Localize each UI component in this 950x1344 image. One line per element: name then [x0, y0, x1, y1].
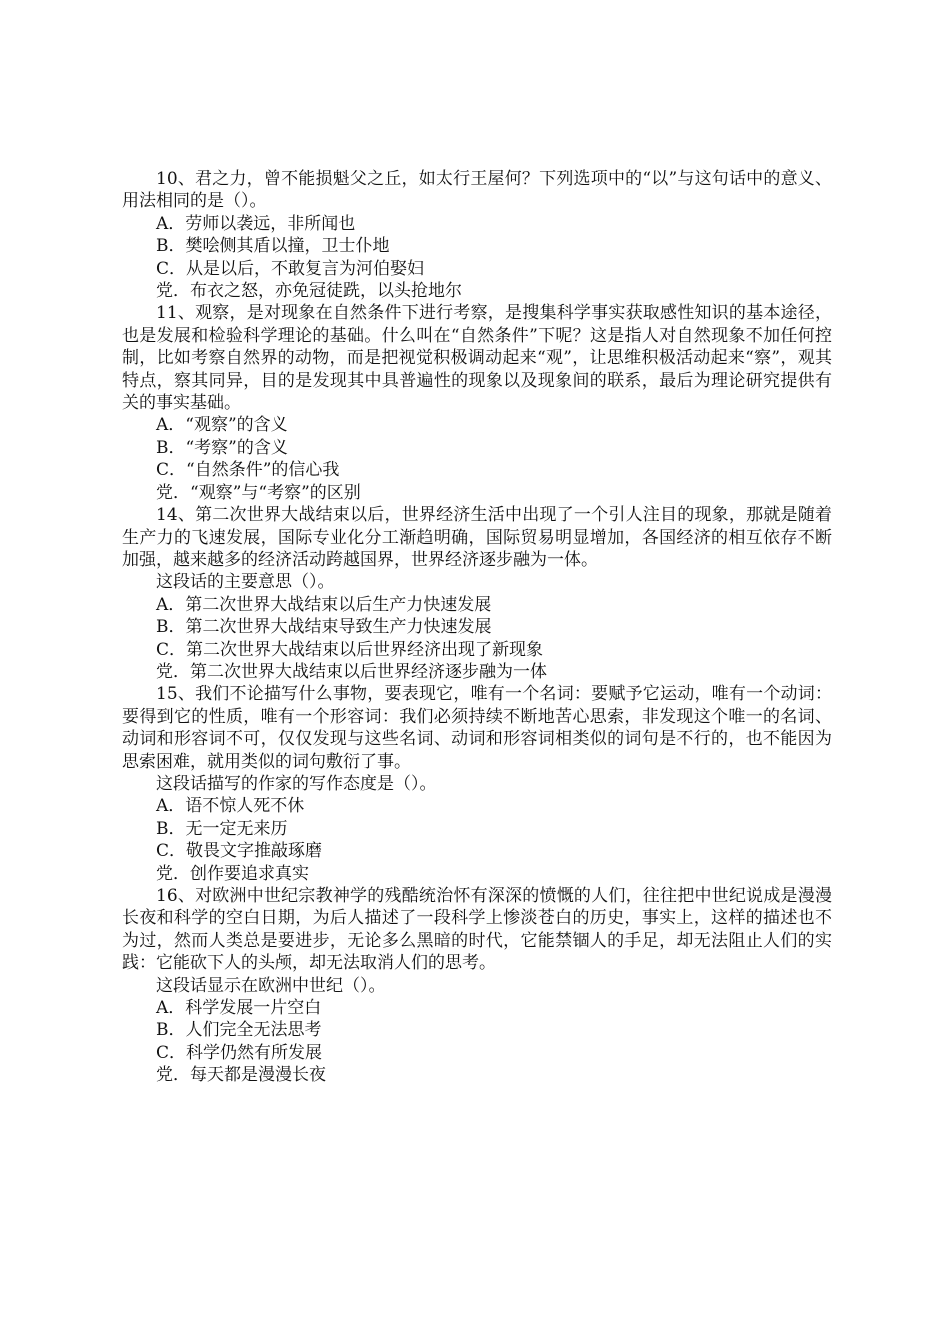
option-b: B．无一定无来历	[156, 818, 288, 839]
option-d: 党．第二次世界大战结束以后世界经济逐步融为一体	[156, 661, 547, 682]
question-prompt: 这段话显示在欧洲中世纪（）。	[156, 975, 386, 996]
option-a: A．科学发展一片空白	[156, 998, 322, 1019]
option-b: B．人们完全无法思考	[156, 1020, 322, 1041]
document-body	[122, 168, 832, 1087]
option-d: 党．“观察”与“考察”的区别	[156, 482, 361, 503]
question-16	[122, 885, 832, 1087]
option-a: A．语不惊人死不休	[156, 796, 305, 817]
option-b: B．第二次世界大战结束导致生产力快速发展	[156, 617, 492, 638]
question-prompt: 这段话描写的作家的写作态度是（）。	[156, 773, 437, 794]
option-c: C．“自然条件”的信心我	[156, 460, 340, 481]
question-stem: 16、对欧洲中世纪宗教神学的残酷统治怀有深深的愤慨的人们，往往把中世纪说成是漫漫长夜和科学的空白日期，为后人描述了一段科学上惨淡苍白的历史，事实上，这样的描述也不为过，然而人类总是要进步，无论多么黑暗的时代，它能禁锢人的手足，却无法阻止人们的实践：它能砍下人的头颅，却无法取消人们的思考。	[122, 886, 832, 974]
question-11	[122, 302, 832, 504]
question-stem: 11、观察，是对现象在自然条件下进行考察，是搜集科学事实获取感性知识的基本途径，也是发展和检验科学理论的基础。什么叫在“自然条件”下呢？这是指人对自然现象不加任何控制，比如考察自然界的动物，而是把视觉积极调动起来“观”，让思维积极活动起来“察”，观其特点，察其同异，目的是发现其中具普遍性的现象以及现象间的联系，最后为理论研究提供有关的事实基础。	[122, 303, 832, 414]
option-c: C．科学仍然有所发展	[156, 1042, 323, 1063]
question-stem: 15、我们不论描写什么事物，要表现它，唯有一个名词：要赋予它运动，唯有一个动词：要得到它的性质，唯有一个形容词：我们必须持续不断地苦心思索，非发现这个唯一的名词、动词和形容词不可，仅仅发现与这些名词、动词和形容词相类似的词句是不行的，也不能因为思索困难，就用类似的词句敷衍了事。	[122, 684, 832, 772]
option-a: A．劳师以袭远，非所闻也	[156, 213, 356, 234]
question-10	[122, 168, 832, 302]
question-stem: 10、君之力，曾不能损魁父之丘，如太行王屋何？下列选项中的“以”与这句话中的意义、用法相同的是（）。	[122, 169, 832, 212]
question-15	[122, 683, 832, 885]
option-d: 党．创作要追求真实	[156, 863, 309, 884]
question-prompt: 这段话的主要意思（）。	[156, 572, 335, 593]
option-c: C．第二次世界大战结束以后世界经济出现了新现象	[156, 639, 544, 660]
question-stem: 14、第二次世界大战结束以后，世界经济生活中出现了一个引人注目的现象，那就是随着生产力的飞速发展，国际专业化分工渐趋明确，国际贸易明显增加，各国经济的相互依存不断加强，越来越多的经济活动跨越国界，世界经济逐步融为一体。	[122, 505, 832, 570]
option-b: B．“考察”的含义	[156, 437, 288, 458]
option-a: A．“观察”的含义	[156, 415, 288, 436]
option-b: B．樊哙侧其盾以撞，卫士仆地	[156, 236, 390, 257]
question-14	[122, 504, 832, 683]
option-c: C．敬畏文字推敲琢磨	[156, 841, 323, 862]
option-d: 党．布衣之怒，亦免冠徒跣，以头抢地尔	[156, 281, 462, 302]
option-d: 党．每天都是漫漫长夜	[156, 1065, 326, 1086]
option-c: C．从是以后，不敢复言为河伯娶妇	[156, 258, 425, 279]
option-a: A．第二次世界大战结束以后生产力快速发展	[156, 594, 492, 615]
